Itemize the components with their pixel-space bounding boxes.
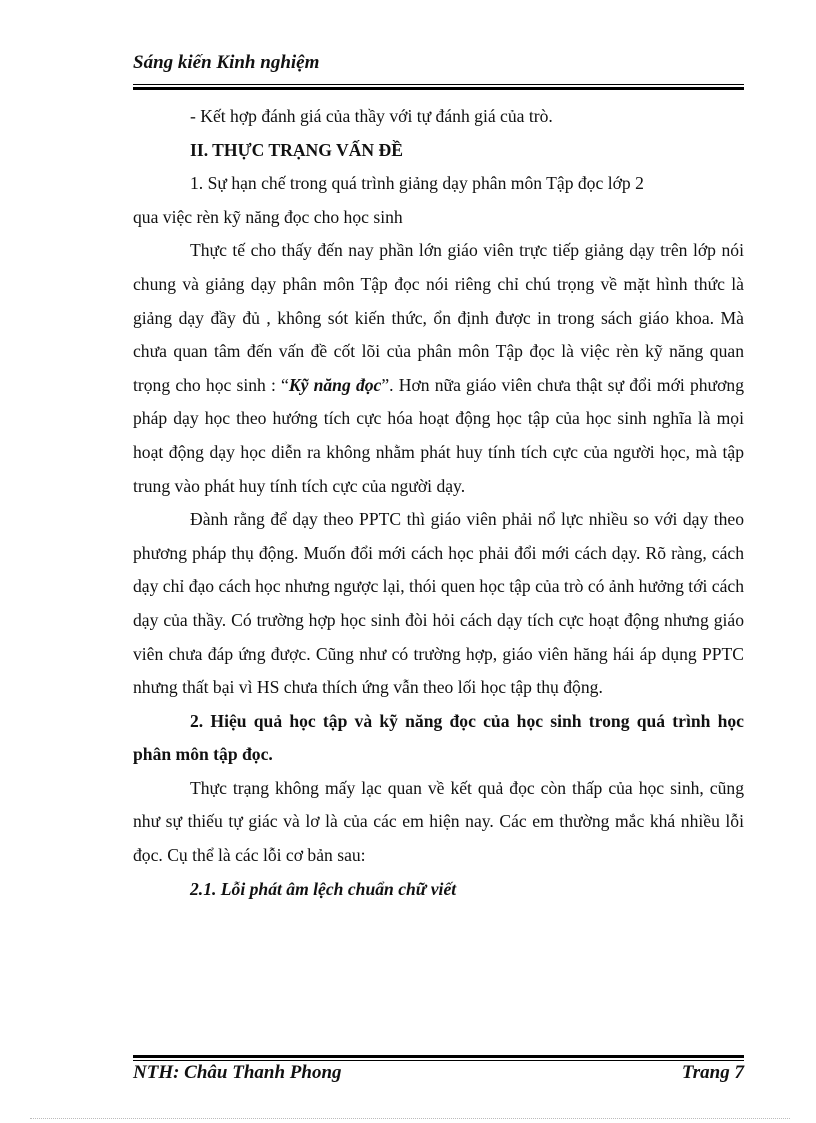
footer-page-number: Trang 7 bbox=[681, 1062, 744, 1083]
paragraph-assessment: - Kết hợp đánh giá của thầy với tự đánh giá của trò. bbox=[190, 106, 553, 126]
subheading-1a-text: 1. Sự hạn chế trong quá trình giảng dạy phân môn Tập đọc lớp 2 bbox=[190, 173, 644, 194]
subheading-1b: qua việc rèn kỹ năng đọc cho học sinh bbox=[133, 206, 403, 227]
footer-author: NTH: Châu Thanh Phong bbox=[133, 1062, 342, 1083]
footer-rule-thin bbox=[133, 1060, 744, 1061]
paragraph-status: Thực trạng không mấy lạc quan về kết quả đọc còn thấp của học sinh, cũng như sự thiếu tự giác và lơ là của các em hiện nay. Các em thường mắc khá nhiều lỗi đọc. Cụ thể là các lỗi cơ bản sau: bbox=[133, 777, 744, 866]
footer-rule-thick bbox=[133, 1055, 744, 1058]
paragraph-reality bbox=[133, 234, 744, 503]
paragraph-reality-b: ”. Hơn nữa giáo viên chưa thật sự đổi mới phương pháp dạy học theo hướng tích cực hóa hoạt động học tập của học sinh nghĩa là mọi hoạt động dạy học diễn ra không nhằm phát huy tính tích cực của người học, mà tập trung vào phát huy tính tích cực của người dạy. bbox=[133, 374, 744, 496]
paragraph-pptc: Đành rằng để dạy theo PPTC thì giáo viên phải nổ lực nhiều so với dạy theo phương pháp thụ động. Muốn đổi mới cách học phải đổi mới cách dạy. Rõ ràng, cách dạy chỉ đạo cách học nhưng ngược lại, thói quen học tập của trò có ảnh hưởng tới cách dạy của thầy. Có trường hợp học sinh đòi hỏi cách dạy tích cực hoạt động nhưng giáo viên chưa đáp ứng được. Cũng như có trường hợp, giáo viên hăng hái áp dụng PPTC nhưng thất bại vì HS chưa thích ứng vẫn theo lối học tập thụ động. bbox=[133, 509, 745, 698]
footer bbox=[133, 1062, 744, 1084]
header-rule-thick bbox=[133, 87, 744, 90]
section-heading: II. THỰC TRẠNG VẤN ĐỀ bbox=[190, 139, 403, 160]
page-body bbox=[133, 100, 744, 906]
header-rule-thin bbox=[133, 84, 744, 85]
paragraph-reality-emphasis: Kỹ năng đọc bbox=[288, 374, 382, 395]
paragraph-reality-a: Thực tế cho thấy đến nay phần lớn giáo viên trực tiếp giảng dạy trên lớp nói chung và giảng dạy phân môn Tập đọc nói riêng chỉ chú trọng về mặt hình thức là giảng dạy đầy đủ , không sót kiến thức, ổn định được in trong sách giáo khoa. Mà chưa quan tâm đến vấn đề cốt lõi của phân môn Tập đọc là việc rèn kỹ năng quan trọng cho học sinh : “ bbox=[133, 240, 744, 395]
page-break-line bbox=[30, 1118, 790, 1119]
subheading-2-1: 2.1. Lỗi phát âm lệch chuẩn chữ viết bbox=[190, 878, 457, 899]
subheading-2: 2. Hiệu quả học tập và kỹ năng đọc của học sinh trong quá trình học phân môn tập đọc. bbox=[133, 710, 744, 765]
header-title: Sáng kiến Kinh nghiệm bbox=[133, 52, 320, 73]
subheading-1a bbox=[133, 167, 744, 201]
